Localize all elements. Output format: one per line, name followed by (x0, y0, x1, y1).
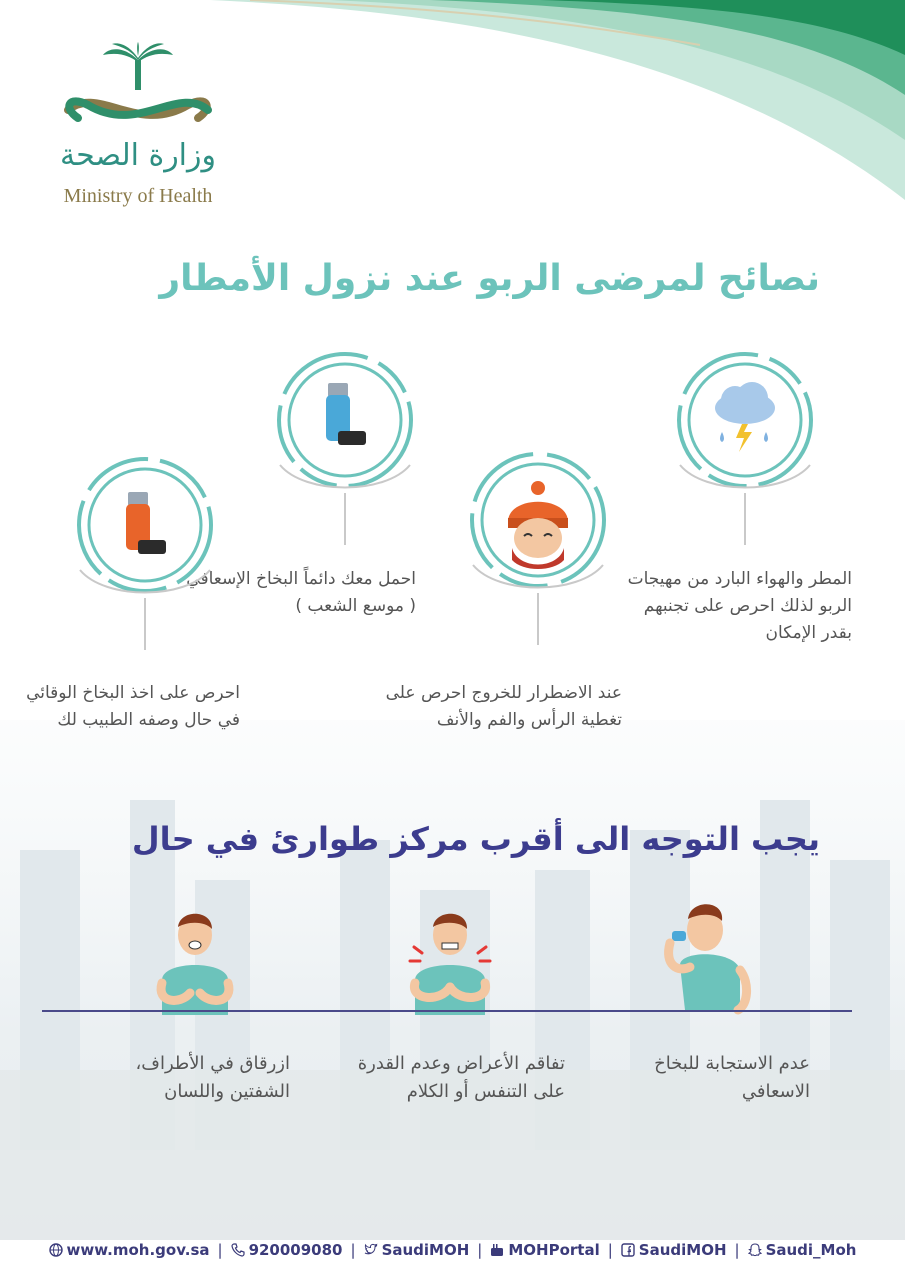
logo-arabic-name: وزارة الصحة (60, 138, 216, 173)
ministry-logo (38, 40, 238, 215)
footer-youtube[interactable] (490, 1241, 599, 1259)
footer-separator: | (477, 1241, 483, 1259)
tip-rain-text: المطر والهواء البارد من مهيجات الربو لذلك احرص على تجنبهم بقدر الإمكان (627, 569, 852, 643)
footer-website[interactable] (49, 1241, 210, 1259)
tip-cover-head (458, 445, 618, 645)
facebook-text: SaudiMOH (638, 1241, 727, 1259)
footer-phone[interactable] (231, 1241, 343, 1259)
orange-inhaler-icon (120, 492, 170, 562)
website-text: www.moh.gov.sa (66, 1241, 210, 1259)
emergency-title: يجب التوجه الى أقرب مركز طوارئ في حال (131, 820, 820, 858)
tip-rain (665, 345, 825, 545)
footer-contacts (0, 1230, 905, 1270)
tip-rescue-inhaler (265, 345, 425, 545)
facebook-icon (621, 1243, 635, 1257)
tips-title: نصائح لمرضى الربو عند نزول الأمطار (159, 258, 820, 299)
footer-snapchat[interactable] (748, 1241, 857, 1259)
footer-separator: | (734, 1241, 740, 1259)
person-breathless-icon (150, 905, 240, 1015)
snapchat-icon (748, 1243, 762, 1257)
footer-facebook[interactable] (621, 1241, 727, 1259)
snapchat-text: Saudi_Moh (765, 1241, 857, 1259)
phone-icon (231, 1243, 245, 1257)
emergency-worsening-text: تفاقم الأعراض وعدم القدرة على التنفس أو الكلام (357, 1053, 565, 1102)
footer-separator: | (217, 1241, 223, 1259)
person-using-inhaler-icon (660, 895, 755, 1015)
tip-rescue-inhaler-text: احمل معك دائماً البخاخ الإسعافي ( موسع الشعب ) (186, 569, 416, 616)
phone-text: 920009080 (248, 1241, 343, 1259)
youtube-text: MOHPortal (508, 1241, 600, 1259)
palm-swords-emblem-icon (38, 40, 238, 140)
tip-preventive-inhaler (65, 450, 225, 650)
twitter-icon (364, 1243, 378, 1257)
tip-cover-head-text: عند الاضطرار للخروج احرص على تغطية الرأس والفم والأنف (385, 683, 622, 730)
globe-icon (49, 1243, 63, 1257)
blue-inhaler-icon (320, 383, 370, 453)
logo-english-name: Ministry of Health (63, 185, 213, 207)
person-with-hat-icon (498, 480, 578, 575)
emergency-divider (42, 1010, 852, 1012)
emergency-no-response-text: عدم الاستجابة للبخاخ الاسعافي (654, 1053, 810, 1102)
footer-separator: | (350, 1241, 356, 1259)
person-chest-pain-icon (400, 905, 500, 1015)
rain-cloud-icon (710, 380, 780, 460)
emergency-cyanosis-text: ازرقاق في الأطراف، الشفتين واللسان (135, 1053, 290, 1102)
footer-twitter[interactable] (364, 1241, 470, 1259)
youtube-icon (490, 1243, 504, 1257)
footer-separator: | (607, 1241, 613, 1259)
tip-preventive-inhaler-text: احرص على اخذ البخاخ الوقائي في حال وصفه الطبيب لك (26, 683, 240, 730)
twitter-text: SaudiMOH (381, 1241, 470, 1259)
